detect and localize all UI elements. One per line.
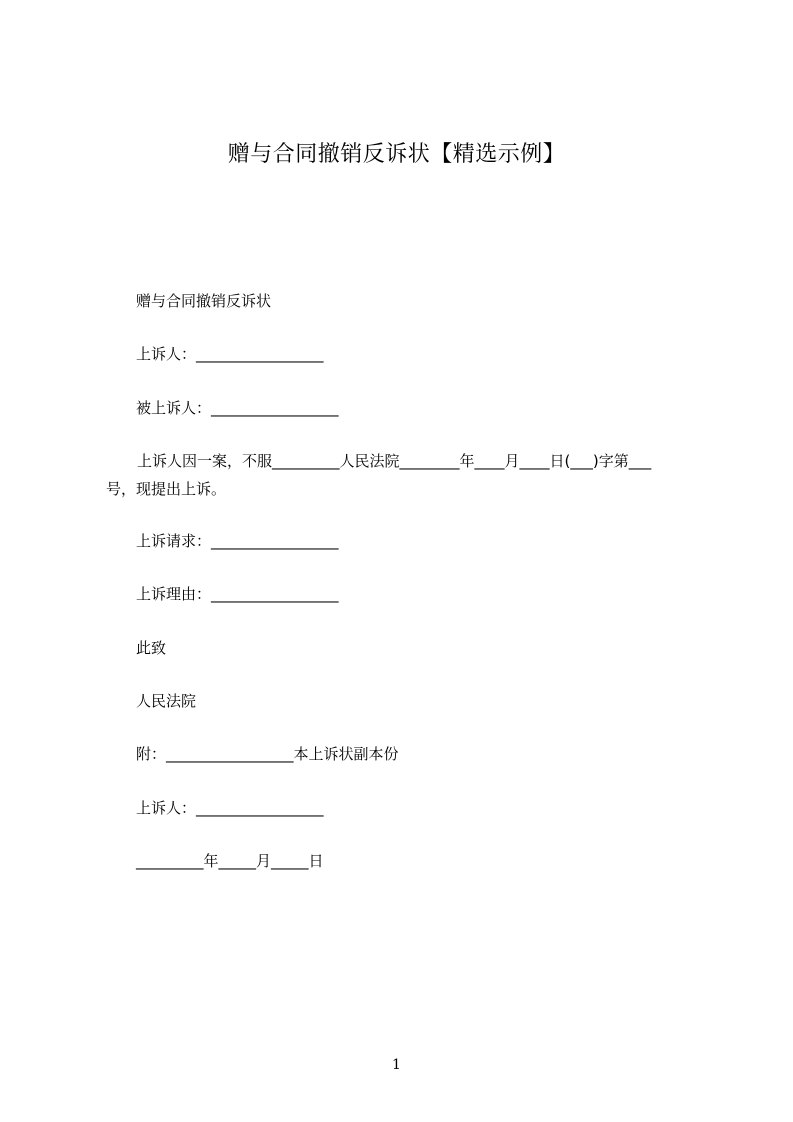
appeal-statement-continuation: 号，现提出上诉。 (106, 480, 227, 498)
appeal-statement-line: 上诉人因一案，不服_________人民法院________年____月____日(___)字第___ (137, 452, 652, 470)
salutation-line: 此致 (136, 639, 167, 657)
attachment-line: 附：_________________本上诉状副本份 (136, 745, 399, 763)
body-heading: 赠与合同撤销反诉状 (136, 292, 272, 310)
page-number: 1 (392, 1057, 401, 1073)
document-title: 赠与合同撤销反诉状【精选示例】 (227, 142, 566, 167)
appellant-line: 上诉人：_________________ (136, 345, 324, 363)
appeal-reason-line: 上诉理由：_________________ (136, 585, 339, 603)
appeal-request-line: 上诉请求：_________________ (136, 532, 339, 550)
court-line: 人民法院 (136, 692, 197, 710)
appellee-line: 被上诉人：_________________ (136, 399, 339, 417)
date-line: _________年_____月_____日 (136, 852, 324, 870)
signature-appellant-line: 上诉人：_________________ (136, 799, 324, 817)
